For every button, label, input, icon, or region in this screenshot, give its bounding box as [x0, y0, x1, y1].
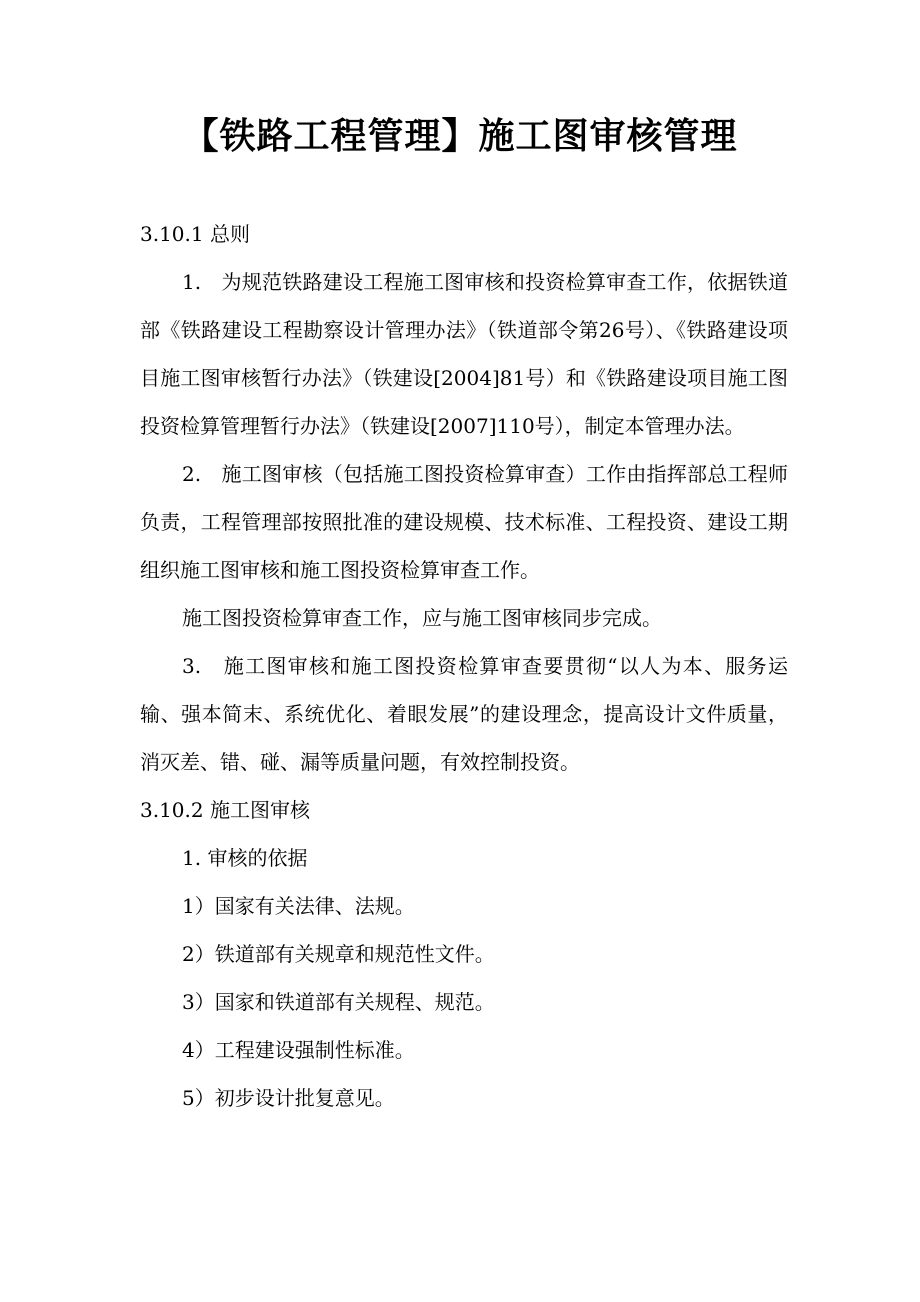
paragraph-sync: 施工图投资检算审查工作，应与施工图审核同步完成。 [182, 606, 662, 630]
list-item: 5）初步设计批复意见。 [182, 1086, 395, 1110]
paragraph-responsibility: 2. 施工图审核（包括施工图投资检算审查）工作由指挥部总工程师负责，工程管理部按照批准的建设规模、技术标准、工程投资、建设工期组织施工图审核和施工图投资检算审查工作。 [140, 462, 788, 582]
list-item: 3）国家和铁道部有关规程、规范。 [182, 990, 495, 1014]
paragraph-purpose: 1. 为规范铁路建设工程施工图审核和投资检算审查工作，依据铁道部《铁路建设工程勘察设计管理办法》（铁道部令第26号）、《铁路建设项目施工图审核暂行办法》（铁建设[2004]81号）和《铁路建设项目施工图投资检算管理暂行办法》（铁建设[2007]110号），制定本管理办法。 [140, 270, 788, 438]
document-title: 【铁路工程管理】施工图审核管理 [182, 115, 738, 157]
list-item: 2）铁道部有关规章和规范性文件。 [182, 942, 495, 966]
paragraph-principles: 3. 施工图审核和施工图投资检算审查要贯彻“以人为本、服务运输、强本简末、系统优化、着眼发展”的建设理念，提高设计文件质量，消灭差、错、碰、漏等质量问题，有效控制投资。 [140, 654, 788, 774]
section-heading-review: 3.10.2 施工图审核 [140, 798, 310, 822]
document-body [140, 210, 788, 1122]
list-item: 1）国家有关法律、法规。 [182, 894, 415, 918]
subheading-review-basis: 1. 审核的依据 [182, 846, 308, 870]
list-item: 4）工程建设强制性标准。 [182, 1038, 415, 1062]
section-heading-general: 3.10.1 总则 [140, 222, 250, 246]
